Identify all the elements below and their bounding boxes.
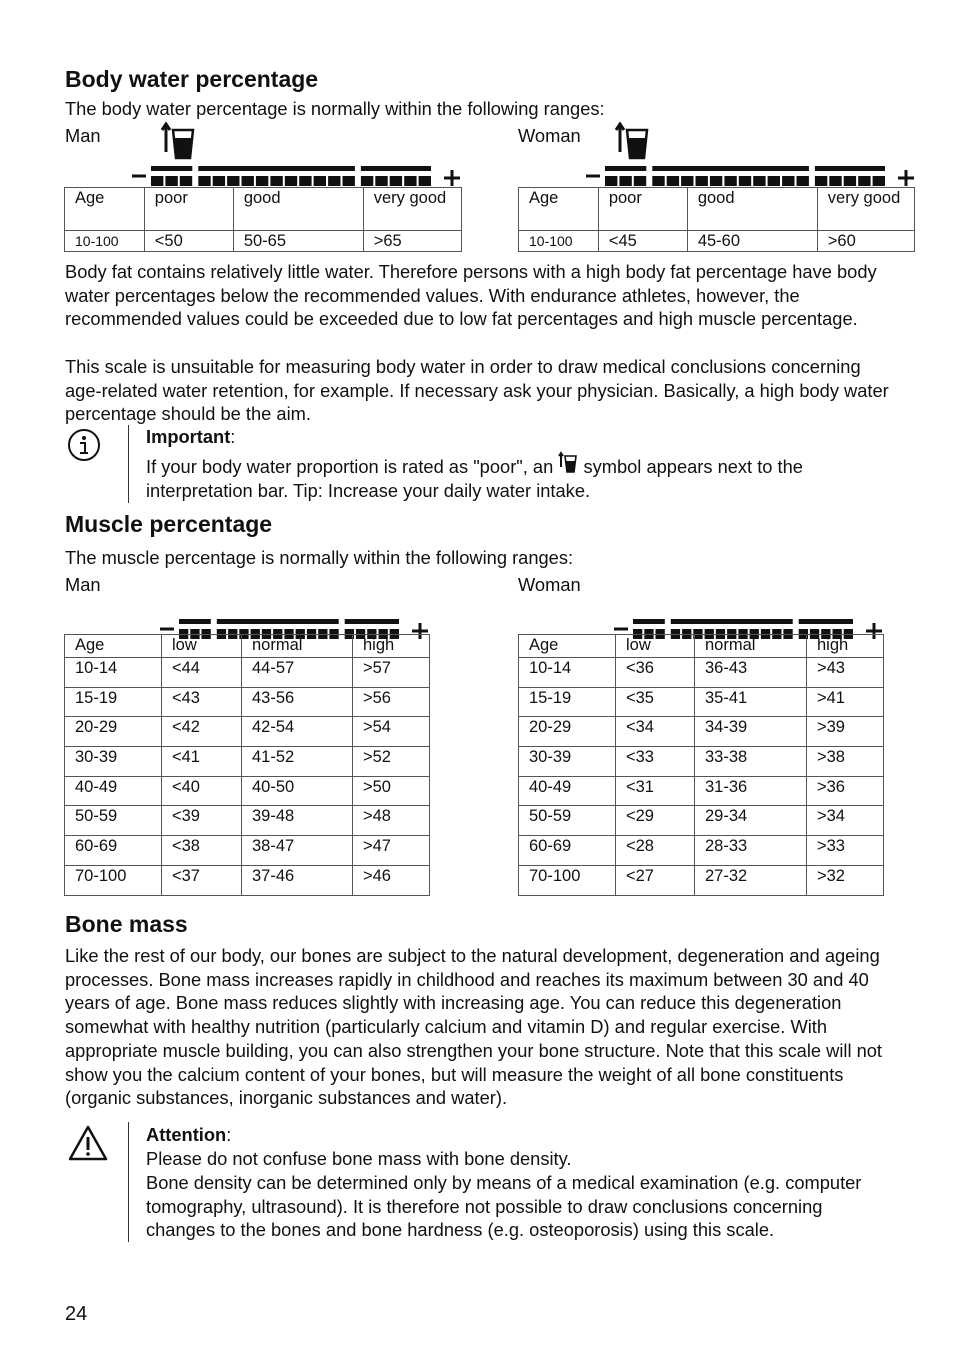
header-cell: good [233, 188, 363, 231]
water-intro: The body water percentage is normally within the following ranges: [65, 98, 605, 119]
header-cell: Age [519, 188, 599, 231]
important-text-before: If your body water proportion is rated as "poor", an [146, 456, 554, 477]
important-text-after: symbol appears next to the interpretation bar. Tip: Increase your daily water intake. [146, 456, 803, 501]
note-divider [128, 425, 129, 503]
table-cell: >47 [353, 836, 430, 866]
bar-block [242, 176, 254, 186]
table-cell: 60-69 [519, 836, 616, 866]
table-cell: 60-69 [65, 836, 162, 866]
table-row [519, 836, 884, 866]
bar-group-top [633, 619, 665, 624]
minus-sign [160, 628, 174, 631]
table-cell: 37-46 [242, 865, 353, 895]
bar-group-top [179, 619, 211, 624]
table-cell: 40-49 [65, 776, 162, 806]
table-cell: <34 [616, 717, 695, 747]
bar-block [753, 176, 765, 186]
water-table-man [64, 187, 462, 252]
table-cell: <28 [616, 836, 695, 866]
important-text [146, 451, 896, 503]
muscle-intro: The muscle percentage is normally within the following ranges: [65, 547, 574, 568]
bar-block [343, 176, 355, 186]
bar-block [165, 176, 177, 186]
table-cell: <40 [162, 776, 242, 806]
muscle-woman-label: Woman [518, 574, 581, 595]
bar-block [634, 176, 646, 186]
bar-block [681, 176, 693, 186]
table-row [65, 687, 430, 717]
table-cell: 50-59 [519, 806, 616, 836]
table-row [65, 776, 430, 806]
table-cell: 45-60 [687, 231, 817, 252]
bar-group-top [799, 619, 853, 624]
bar-group-top [671, 619, 793, 624]
table-cell: 10-100 [65, 231, 145, 252]
table-cell: 43-56 [242, 687, 353, 717]
bar-block [180, 176, 192, 186]
bar-block [605, 176, 617, 186]
table-cell: 40-49 [519, 776, 616, 806]
table-row [65, 836, 430, 866]
table-cell: 39-48 [242, 806, 353, 836]
table-cell: 30-39 [65, 747, 162, 777]
table-cell: >43 [807, 658, 884, 688]
table-row [519, 747, 884, 777]
table-cell: >48 [353, 806, 430, 836]
table-cell: >65 [363, 231, 461, 252]
bar-block [710, 176, 722, 186]
bar-block [361, 176, 373, 186]
bar-block [314, 176, 326, 186]
heading-bone-mass: Bone mass [65, 911, 188, 937]
bar-block [858, 176, 870, 186]
table-cell: >57 [353, 658, 430, 688]
table-cell: <45 [598, 231, 687, 252]
table-cell: <50 [144, 231, 233, 252]
attention-line-2: Bone density can be determined only by means of a medical examination (e.g. computer tomography, ultrasound). It is therefore not possible to draw conclusions concerning changes to the bones and bone hardness (e.g. osteoporosis) using this scale. [146, 1172, 862, 1241]
header-cell: poor [598, 188, 687, 231]
bar-block [739, 176, 751, 186]
table-cell: 20-29 [65, 717, 162, 747]
water-paragraph-2: This scale is unsuitable for measuring body water in order to draw medical conclusions concerning age-related water retention, for example. If necessary ask your physician. Basically, a high body water percentage should be the aim. [65, 356, 889, 425]
bar-block [213, 176, 225, 186]
table-cell: 27-32 [695, 865, 807, 895]
bar-block [829, 176, 841, 186]
table-cell: >32 [807, 865, 884, 895]
table-cell: 34-39 [695, 717, 807, 747]
bar-block [652, 176, 664, 186]
bar-group-top [605, 166, 646, 171]
bar-block [667, 176, 679, 186]
muscle-table-man [64, 634, 430, 896]
table-row [65, 865, 430, 895]
table-cell: >39 [807, 717, 884, 747]
bone-paragraph: Like the rest of our body, our bones are subject to the natural development, degeneration and ageing processes. Bone mass increases rapidly in childhood and reaches its maximum between 30 and 40 years of age. Bone mass reduces slightly with increasing age. You can reduce this degeneration somewhat with healthy nutrition (particularly calcium and vitamin D) and regular exercise. With appropriate muscle building, you can also strengthen your bone structure. Note that this scale will not show you the calcium content of your bones, but will measure the weight of all bone constituents (organic substances, inorganic substances and water). [65, 945, 883, 1109]
water-glass-icon [558, 451, 578, 475]
table-row [519, 687, 884, 717]
table-cell: <37 [162, 865, 242, 895]
table-cell: 41-52 [242, 747, 353, 777]
table-cell: <27 [616, 865, 695, 895]
water-glass-icon [614, 122, 650, 160]
table-row [519, 806, 884, 836]
bar-block [151, 176, 163, 186]
bar-group-top [652, 166, 809, 171]
minus-sign [132, 175, 146, 178]
warning-icon [67, 1124, 109, 1162]
interpretation-bar [584, 164, 916, 188]
header-cell: Age [519, 635, 616, 658]
bar-block [844, 176, 856, 186]
water-man-label: Man [65, 125, 101, 146]
table-cell: <33 [616, 747, 695, 777]
interpretation-bar [130, 164, 462, 188]
bar-block [198, 176, 210, 186]
table-cell: <31 [616, 776, 695, 806]
table-cell: 31-36 [695, 776, 807, 806]
bar-group-top [815, 166, 885, 171]
attention-title: Attention: [146, 1124, 232, 1145]
table-row [65, 717, 430, 747]
table-cell: 29-34 [695, 806, 807, 836]
table-cell: 35-41 [695, 687, 807, 717]
table-cell: >56 [353, 687, 430, 717]
bar-block [256, 176, 268, 186]
table-cell: 10-14 [65, 658, 162, 688]
table-cell: 50-65 [233, 231, 363, 252]
muscle-man-label: Man [65, 574, 101, 595]
bar-block [782, 176, 794, 186]
header-cell: low [616, 635, 695, 658]
bar-block [696, 176, 708, 186]
page-number: 24 [65, 1303, 88, 1325]
bar-block [619, 176, 631, 186]
table-cell: 40-50 [242, 776, 353, 806]
table-cell: <36 [616, 658, 695, 688]
table-cell: <44 [162, 658, 242, 688]
header-cell: very good [363, 188, 461, 231]
table-cell: 44-57 [242, 658, 353, 688]
water-woman-label: Woman [518, 125, 581, 146]
table-cell: >52 [353, 747, 430, 777]
table-cell: 50-59 [65, 806, 162, 836]
bar-block [227, 176, 239, 186]
table-cell: >60 [817, 231, 914, 252]
table-cell: 70-100 [65, 865, 162, 895]
table-cell: 10-100 [519, 231, 599, 252]
table-row [65, 806, 430, 836]
plus-sign [905, 170, 908, 186]
bar-group-top [198, 166, 355, 171]
bar-block [768, 176, 780, 186]
bar-block [285, 176, 297, 186]
header-cell: high [807, 635, 884, 658]
bar-block [375, 176, 387, 186]
table-row [519, 717, 884, 747]
attention-line-1: Please do not confuse bone mass with bone density. [146, 1148, 572, 1169]
table-cell: <38 [162, 836, 242, 866]
important-title: Important: [146, 426, 236, 447]
bar-block [797, 176, 809, 186]
bar-block [328, 176, 340, 186]
bar-block [270, 176, 282, 186]
table-cell: >38 [807, 747, 884, 777]
header-cell: high [353, 635, 430, 658]
table-row [519, 776, 884, 806]
table-cell: <39 [162, 806, 242, 836]
header-cell: very good [817, 188, 914, 231]
water-table-woman [518, 187, 915, 252]
table-cell: >33 [807, 836, 884, 866]
bar-group-top [345, 619, 399, 624]
table-cell: <41 [162, 747, 242, 777]
header-cell: good [687, 188, 817, 231]
bar-block [404, 176, 416, 186]
bar-group-top [217, 619, 339, 624]
bar-group-top [361, 166, 431, 171]
bar-block [390, 176, 402, 186]
table-cell: 36-43 [695, 658, 807, 688]
header-cell: normal [695, 635, 807, 658]
heading-body-water: Body water percentage [65, 66, 319, 92]
table-cell: 20-29 [519, 717, 616, 747]
header-cell: Age [65, 188, 145, 231]
table-cell: 15-19 [519, 687, 616, 717]
table-cell: 30-39 [519, 747, 616, 777]
bar-block [724, 176, 736, 186]
note-divider [128, 1122, 129, 1242]
table-cell: <43 [162, 687, 242, 717]
bar-block [419, 176, 431, 186]
muscle-table-woman [518, 634, 884, 896]
table-row [519, 865, 884, 895]
water-glass-icon [160, 122, 196, 160]
table-cell: 15-19 [65, 687, 162, 717]
table-row [519, 658, 884, 688]
table-cell: 70-100 [519, 865, 616, 895]
header-cell: poor [144, 188, 233, 231]
table-cell: >36 [807, 776, 884, 806]
table-cell: 28-33 [695, 836, 807, 866]
table-cell: 38-47 [242, 836, 353, 866]
heading-muscle: Muscle percentage [65, 511, 273, 537]
table-row [65, 747, 430, 777]
table-cell: <35 [616, 687, 695, 717]
bar-block [815, 176, 827, 186]
table-cell: >34 [807, 806, 884, 836]
table-cell: >41 [807, 687, 884, 717]
table-cell: >50 [353, 776, 430, 806]
bar-group-top [151, 166, 192, 171]
header-cell: low [162, 635, 242, 658]
plus-sign [451, 170, 454, 186]
table-row [65, 658, 430, 688]
table-cell: 42-54 [242, 717, 353, 747]
table-cell: 33-38 [695, 747, 807, 777]
table-cell: <29 [616, 806, 695, 836]
bar-block [299, 176, 311, 186]
header-cell: normal [242, 635, 353, 658]
table-cell: 10-14 [519, 658, 616, 688]
water-paragraph-1: Body fat contains relatively little water. Therefore persons with a high body fat percentage have body water percentages below the recommended values. With endurance athletes, however, the recommended values could be exceeded due to low fat percentages and high muscle percentage. [65, 261, 877, 330]
table-cell: >54 [353, 717, 430, 747]
bar-block [873, 176, 885, 186]
minus-sign [586, 175, 600, 178]
table-cell: >46 [353, 865, 430, 895]
table-cell: <42 [162, 717, 242, 747]
header-cell: Age [65, 635, 162, 658]
info-icon [67, 428, 101, 462]
minus-sign [614, 628, 628, 631]
